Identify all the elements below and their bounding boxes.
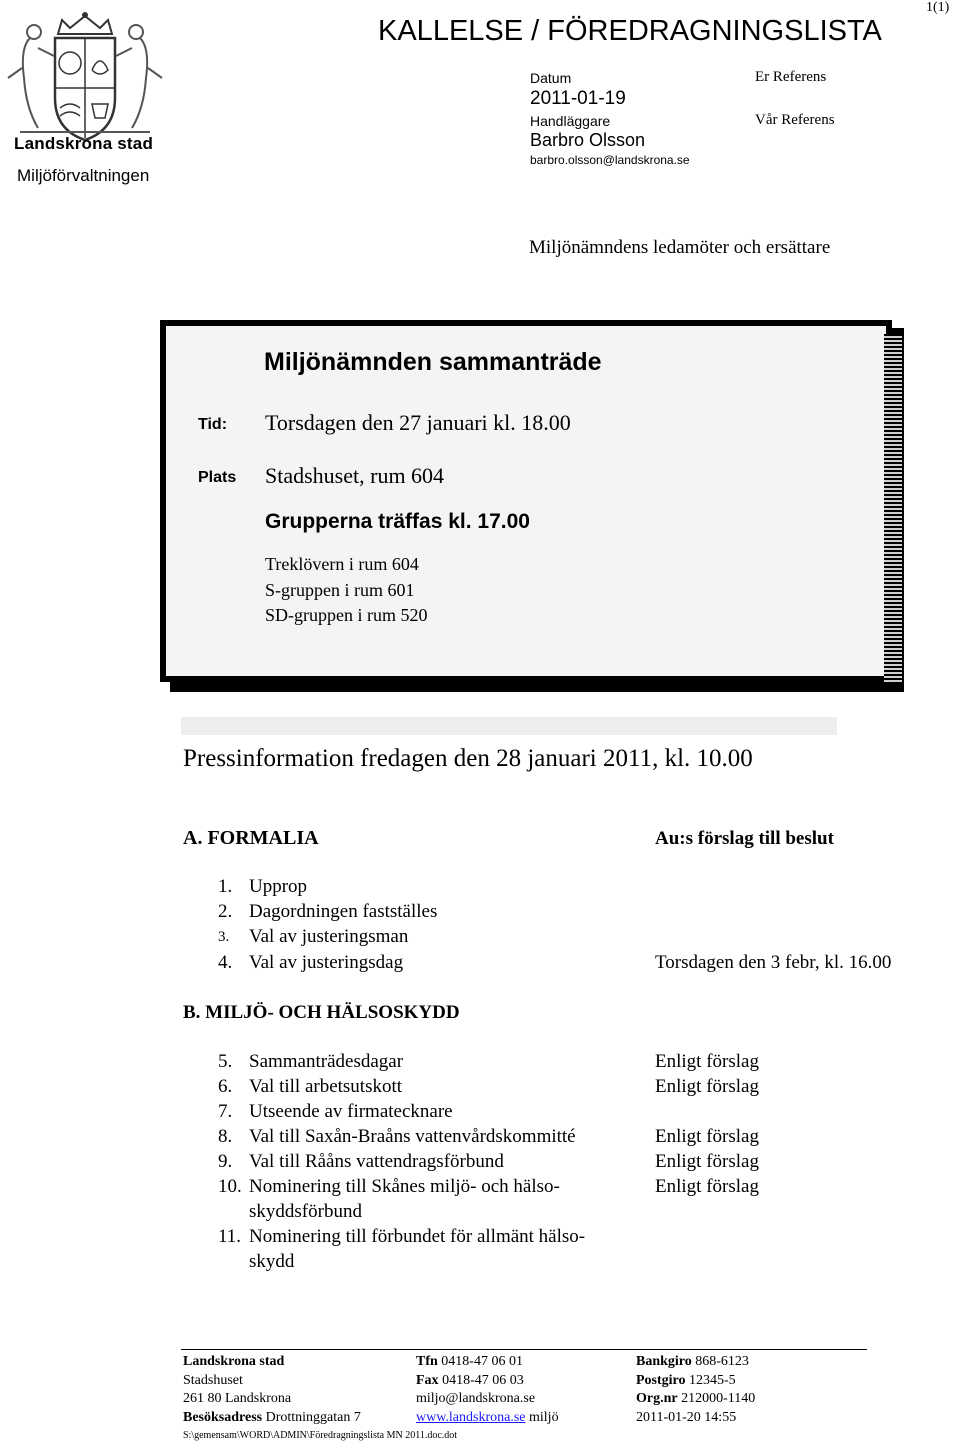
item-number: 3.	[218, 929, 230, 945]
item-text: Nominering till Skånes miljö- och hälso-	[249, 1176, 560, 1197]
item-proposal: Enligt förslag	[655, 1076, 759, 1097]
footer-visit-label: Besöksadress	[183, 1410, 263, 1425]
item-text-continued: skydd	[249, 1251, 295, 1272]
footer-bankgiro-label: Bankgiro	[636, 1354, 692, 1369]
date-value: 2011-01-19	[530, 88, 626, 109]
item-text: Sammanträdesdagar	[249, 1051, 404, 1072]
footer-visit-address	[183, 1410, 361, 1426]
department-name: Miljöförvaltningen	[17, 166, 150, 185]
footer-phone-label: Tfn	[416, 1354, 438, 1369]
item-number: 5.	[218, 1051, 233, 1072]
your-reference-label: Er Referens	[755, 69, 827, 85]
item-text: Val till Rååns vattendragsförbund	[249, 1151, 504, 1172]
item-proposal: Enligt förslag	[655, 1051, 759, 1072]
date-label: Datum	[530, 70, 572, 86]
press-info-bar	[181, 717, 837, 735]
item-number: 4.	[218, 952, 233, 973]
item-text: Utseende av firmatecknare	[249, 1101, 453, 1122]
press-info: Pressinformation fredagen den 28 januari 2011, kl. 10.00	[183, 745, 753, 772]
item-text: Val av justeringsman	[249, 926, 409, 947]
footer-fax	[416, 1373, 524, 1389]
footer-postal: 261 80 Landskrona	[183, 1391, 292, 1406]
item-text: Val av justeringsdag	[249, 952, 404, 973]
item-number: 1.	[218, 876, 233, 897]
proposal-column-heading: Au:s förslag till beslut	[655, 828, 834, 849]
item-text: Upprop	[249, 876, 308, 897]
item-text: Val till Saxån-Braåns vattenvårdskommitté	[249, 1126, 576, 1147]
footer-visit-value: Drottninggatan 7	[265, 1410, 361, 1425]
group-line: SD-gruppen i rum 520	[265, 605, 428, 625]
handler-email[interactable]: barbro.olsson@landskrona.se	[530, 153, 690, 167]
footer-building: Stadshuset	[183, 1373, 243, 1388]
item-number: 7.	[218, 1101, 233, 1122]
meeting-box-stripes	[884, 334, 902, 684]
footer-orgnr	[636, 1391, 755, 1407]
item-proposal: Enligt förslag	[655, 1176, 759, 1197]
item-text: Dagordningen fastställes	[249, 901, 438, 922]
footer-postgiro-value: 12345-5	[689, 1373, 736, 1388]
landskrona-coat-of-arms-logo	[0, 8, 170, 158]
footer-web-suffix: miljö	[525, 1410, 559, 1425]
footer-phone	[416, 1354, 523, 1370]
recipient-line: Miljönämndens ledamöter och ersättare	[529, 237, 831, 258]
footer-divider	[181, 1349, 867, 1350]
item-text: Nominering till förbundet för allmänt hälso-	[249, 1226, 586, 1247]
item-number: 11.	[218, 1226, 242, 1247]
item-number: 9.	[218, 1151, 233, 1172]
our-reference-label: Vår Referens	[755, 112, 835, 128]
groups-heading: Grupperna träffas kl. 17.00	[265, 510, 530, 533]
handler-name: Barbro Olsson	[530, 130, 646, 150]
place-label: Plats	[198, 469, 237, 486]
item-number: 6.	[218, 1076, 233, 1097]
footer-postgiro-label: Postgiro	[636, 1373, 686, 1388]
footer-org: Landskrona stad	[183, 1354, 285, 1369]
page-number: 1(1)	[926, 0, 950, 15]
footer-orgnr-label: Org.nr	[636, 1391, 678, 1406]
section-a-heading: A. FORMALIA	[183, 827, 319, 849]
item-proposal: Enligt förslag	[655, 1126, 759, 1147]
footer-bankgiro-value: 868-6123	[695, 1354, 749, 1369]
item-number: 2.	[218, 901, 233, 922]
footer-bankgiro	[636, 1354, 749, 1370]
place-value: Stadshuset, rum 604	[265, 463, 445, 488]
footer-orgnr-value: 212000-1140	[681, 1391, 756, 1406]
section-b-heading: B. MILJÖ- OCH HÄLSOSKYDD	[183, 1002, 460, 1023]
footer-printed-date: 2011-01-20 14:55	[636, 1410, 737, 1425]
footer-phone-value: 0418-47 06 01	[441, 1354, 523, 1369]
footer-email[interactable]: miljo@landskrona.se	[416, 1391, 536, 1406]
item-number: 10.	[218, 1176, 242, 1197]
meeting-heading: Miljönämnden sammanträde	[264, 348, 602, 376]
group-line: S-gruppen i rum 601	[265, 580, 415, 600]
footer-fax-label: Fax	[416, 1373, 439, 1388]
time-value: Torsdagen den 27 januari kl. 18.00	[265, 410, 571, 435]
item-text: Val till arbetsutskott	[249, 1076, 403, 1097]
footer-file-path: S:\gemensam\WORD\ADMIN\Föredragningslista MN 2011.doc.dot	[183, 1430, 458, 1441]
footer-web	[416, 1410, 559, 1426]
time-label: Tid:	[198, 416, 228, 433]
item-proposal: Enligt förslag	[655, 1151, 759, 1172]
footer-fax-value: 0418-47 06 03	[442, 1373, 524, 1388]
item-text-continued: skyddsförbund	[249, 1201, 362, 1222]
footer-postgiro	[636, 1373, 736, 1389]
document-title: KALLELSE / FÖREDRAGNINGSLISTA	[378, 15, 882, 47]
logo-text: Landskrona stad	[14, 134, 154, 153]
group-line: Treklövern i rum 604	[265, 554, 419, 574]
item-number: 8.	[218, 1126, 233, 1147]
item-proposal: Torsdagen den 3 febr, kl. 16.00	[655, 952, 892, 973]
footer-web-link[interactable]: www.landskrona.se	[416, 1410, 526, 1425]
handler-label: Handläggare	[530, 113, 611, 129]
